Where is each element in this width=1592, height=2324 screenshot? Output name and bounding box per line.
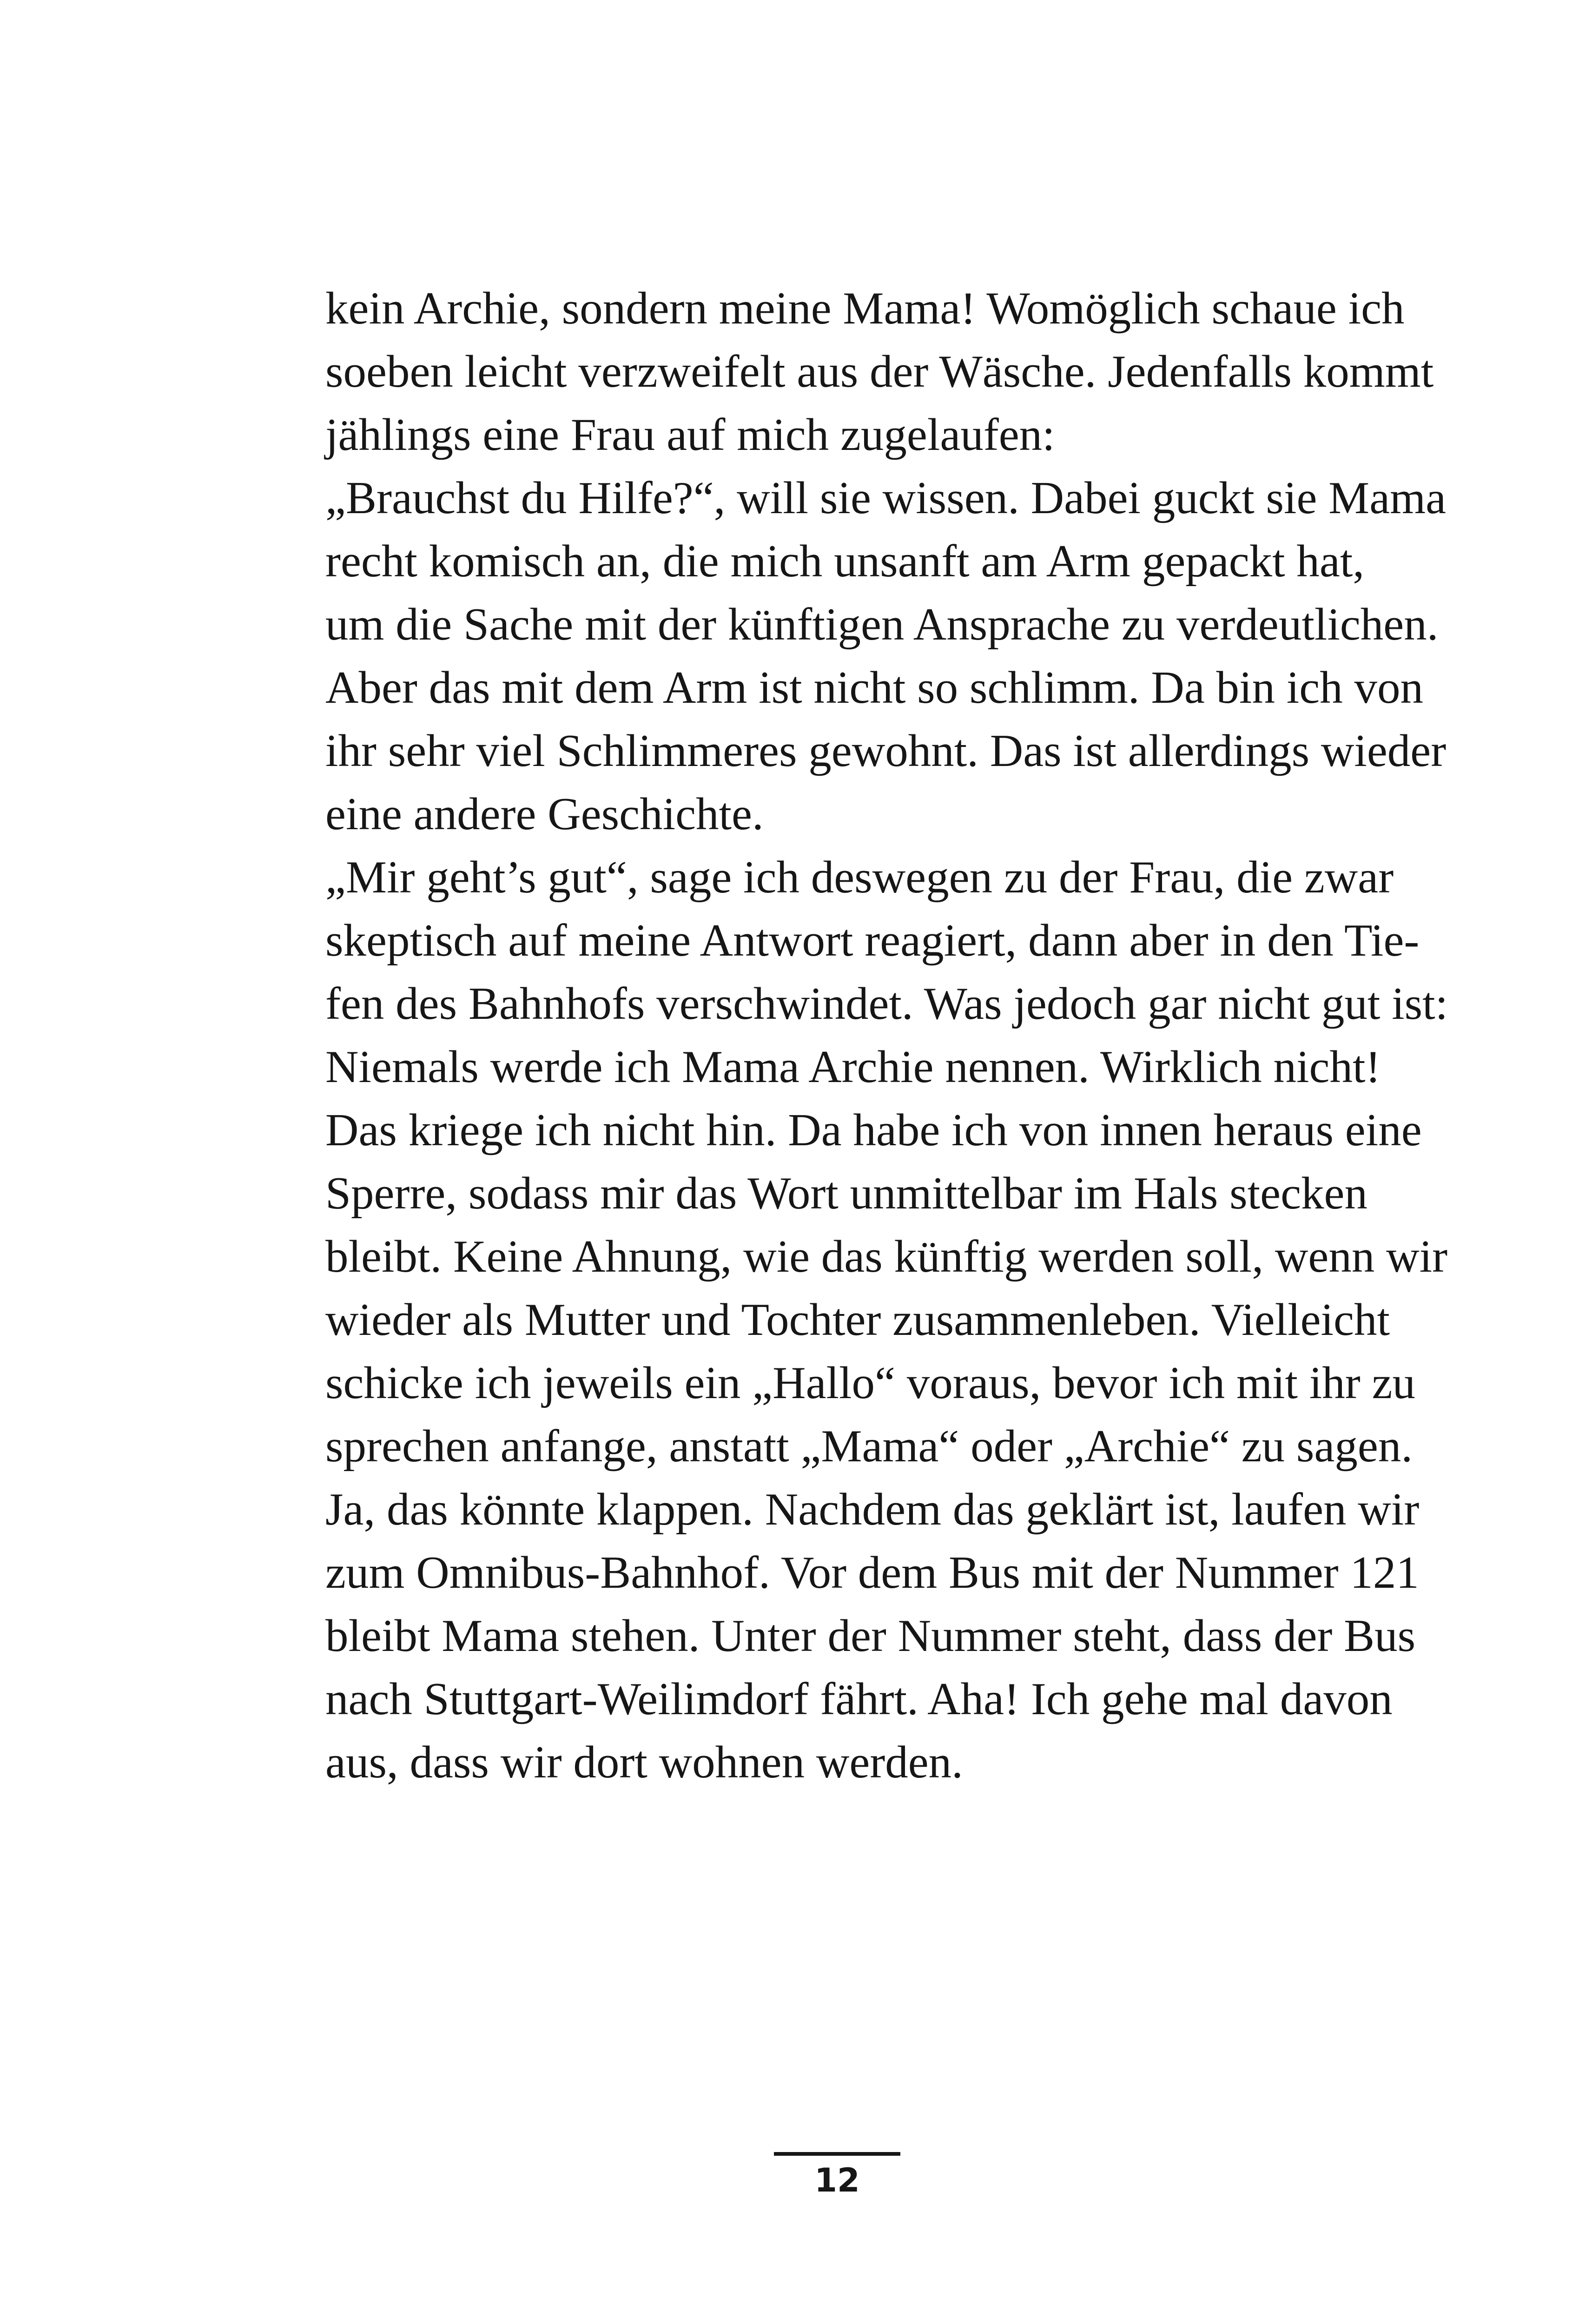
text-line: eine andere Geschichte. [325,789,764,839]
text-line: fen des Bahnhofs verschwindet. Was jedoch gar nicht gut ist: [325,978,1448,1029]
text-line: recht komisch an, die mich unsanft am Arm gepackt hat, [325,536,1365,587]
text-line: Ja, das könnte klappen. Nachdem das geklärt ist, laufen wir [325,1484,1420,1535]
text-line: wieder als Mutter und Tochter zusammenleben. Vielleicht [325,1294,1390,1345]
text-line: schicke ich jeweils ein „Hallo“ voraus, bevor ich mit ihr zu [325,1358,1415,1408]
text-line: zum Omnibus-Bahnhof. Vor dem Bus mit der Nummer 121 [325,1547,1419,1598]
text-line: nach Stuttgart-Weilimdorf fährt. Aha! Ich gehe mal davon [325,1674,1393,1724]
text-line: Niemals werde ich Mama Archie nennen. Wirklich nicht! [325,1042,1381,1092]
text-line: Das kriege ich nicht hin. Da habe ich von innen heraus eine [325,1105,1422,1155]
text-line: Aber das mit dem Arm ist nicht so schlimm. Da bin ich von [325,662,1423,713]
text-line: sprechen anfange, anstatt „Mama“ oder „Archie“ zu sagen. [325,1421,1413,1472]
page-number: 12 [814,2161,860,2199]
text-line: bleibt. Keine Ahnung, wie das künftig werden soll, wenn wir [325,1231,1448,1282]
text-line: um die Sache mit der künftigen Ansprache zu verdeutlichen. [325,599,1439,650]
text-line: Sperre, sodass mir das Wort unmittelbar im Hals stecken [325,1168,1368,1219]
text-line: jählings eine Frau auf mich zugelaufen: [325,409,1055,460]
text-line: soeben leicht verzweifelt aus der Wäsche. Jedenfalls kommt [325,346,1434,397]
text-line: aus, dass wir dort wohnen werden. [325,1737,963,1788]
text-line: ihr sehr viel Schlimmeres gewohnt. Das ist allerdings wieder [325,726,1447,776]
text-line: skeptisch auf meine Antwort reagiert, dann aber in den Tie- [325,915,1420,966]
text-line: „Brauchst du Hilfe?“, will sie wissen. Dabei guckt sie Mama [325,473,1447,523]
footer-rule [774,2152,900,2156]
text-line: „Mir geht’s gut“, sage ich deswegen zu der Frau, die zwar [325,852,1394,903]
text-line: kein Archie, sondern meine Mama! Womöglich schaue ich [325,283,1405,334]
body-text [325,277,1448,1794]
text-line: bleibt Mama stehen. Unter der Nummer steht, dass der Bus [325,1611,1416,1661]
